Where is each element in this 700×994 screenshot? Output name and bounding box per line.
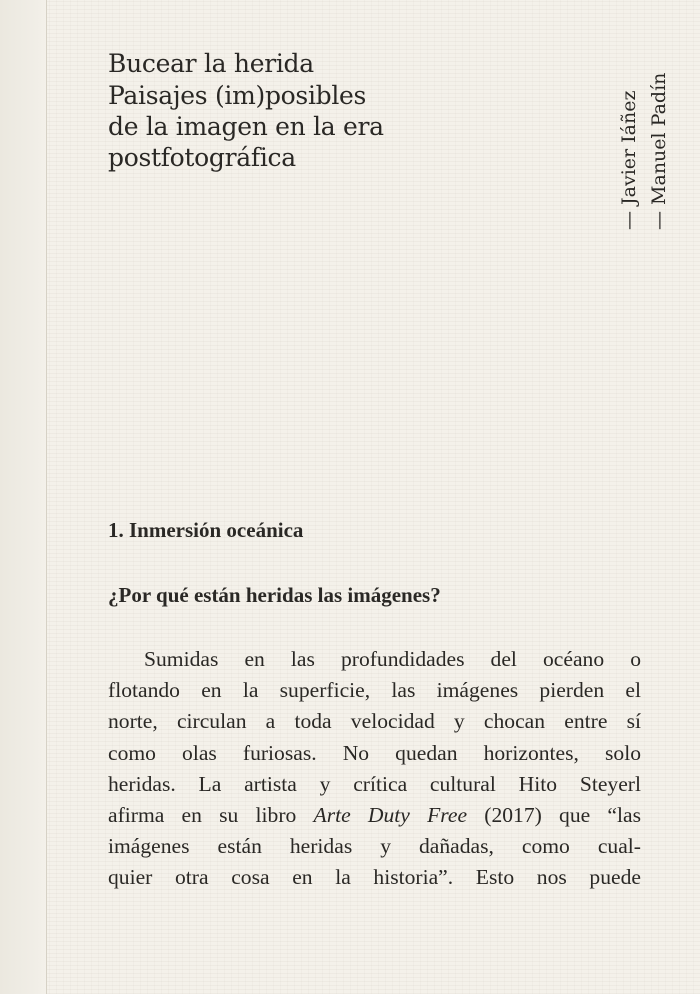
question-heading: ¿Por qué están heridas las imágenes? (108, 583, 441, 607)
subtitle-line: postfotográfica (108, 143, 296, 172)
section-heading: 1. Inmersión oceánica (108, 518, 304, 542)
paragraph (108, 644, 641, 894)
paragraph-line: heridas. La artista y crítica cultural Hito Steyerl (108, 771, 641, 796)
body-text (108, 514, 641, 894)
book-reference-italic: Arte Duty Free (313, 803, 468, 828)
book-title: Bucear la herida (108, 49, 314, 78)
paragraph-line: Sumidas en las profundidades del océano o (144, 647, 641, 671)
paragraph-line: como olas furiosas. No quedan horizontes, solo (108, 740, 641, 765)
author-javier-ianez: — Javier Iáñez (618, 90, 640, 230)
paragraph-line: quier otra cosa en la historia”. Esto nos puede (108, 865, 641, 890)
paragraph-line-mixed (108, 800, 641, 831)
paragraph-line: norte, circulan a toda velocidad y chocan entre sí (108, 709, 641, 734)
title-block (108, 48, 428, 173)
authors (612, 40, 672, 240)
author-manuel-padin: — Manuel Padín (648, 72, 670, 230)
subtitle-line: Paisajes (im)posibles (108, 81, 367, 110)
subtitle-line: de la imagen en la era (108, 112, 384, 141)
paragraph-line: imágenes están heridas y dañadas, como cual- (108, 834, 641, 859)
line-part: afirma en su libro (108, 803, 297, 828)
line-part: (2017) que “las (484, 803, 641, 828)
paragraph-line: flotando en la superficie, las imágenes pierden el (108, 678, 641, 703)
page-edge (0, 0, 47, 994)
